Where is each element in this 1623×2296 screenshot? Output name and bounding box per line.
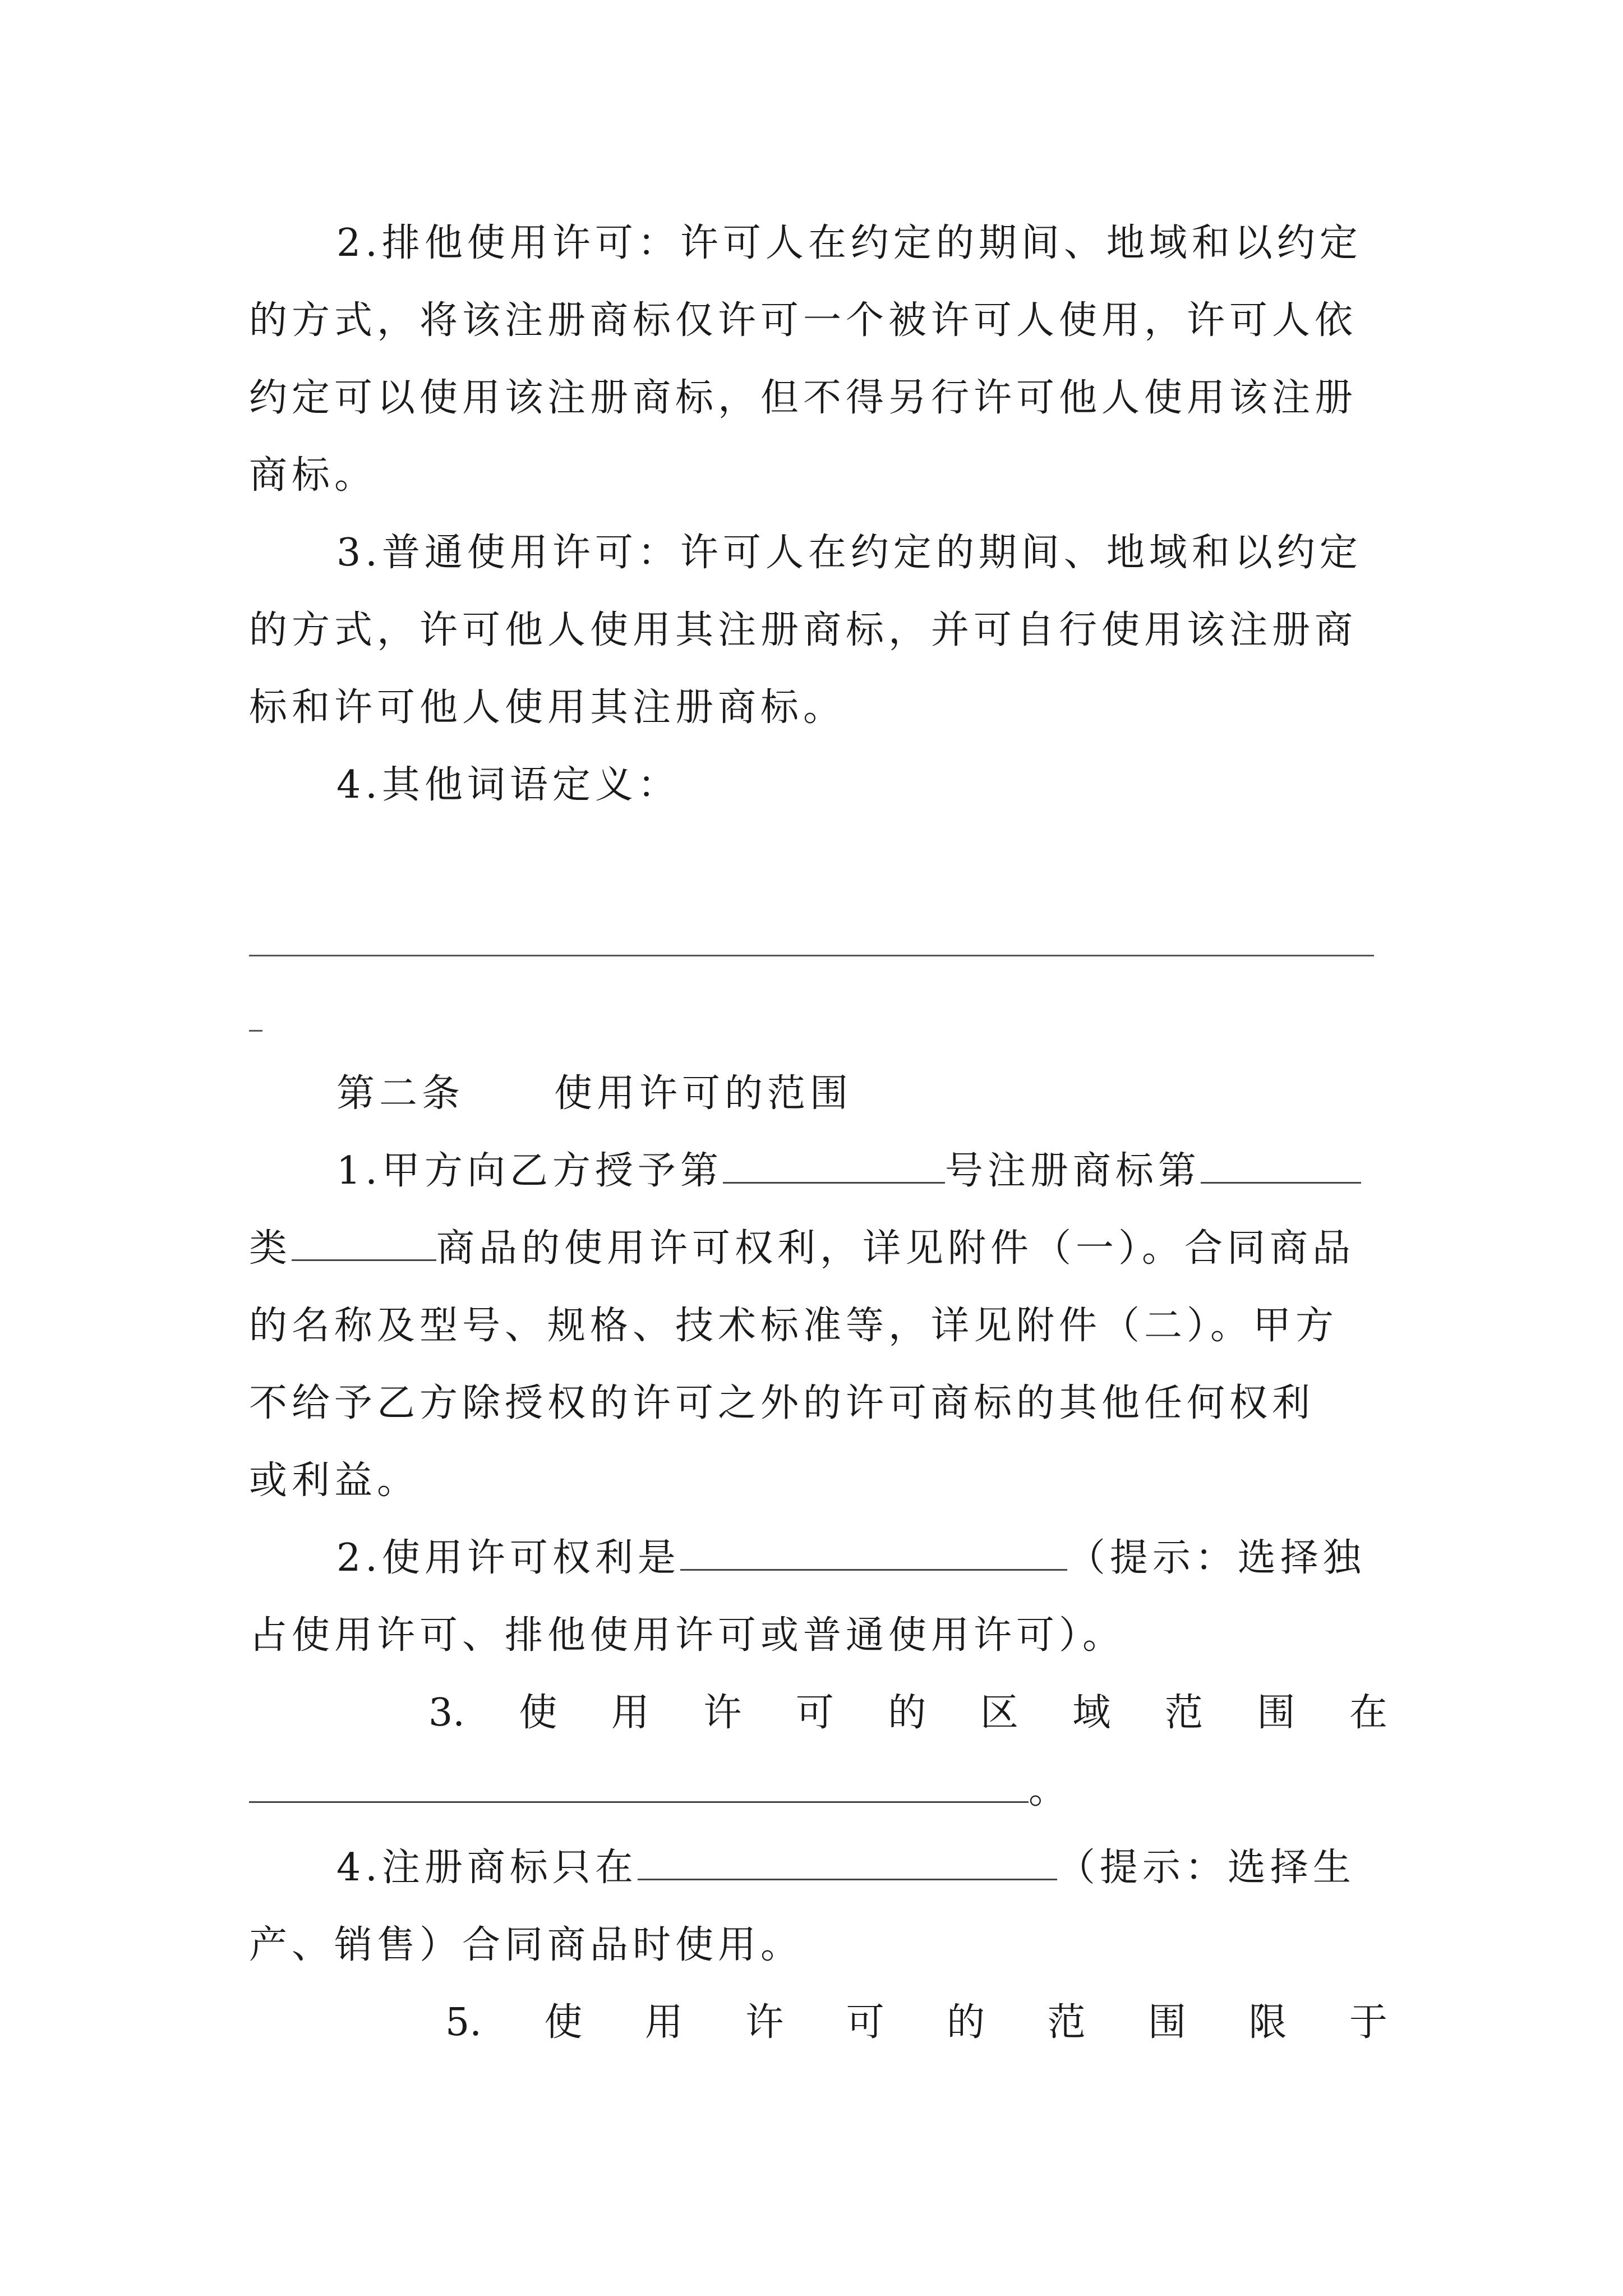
clause-1-line-4: 不给予乙方除授权的许可之外的许可商标的其他任何权利	[249, 1381, 1315, 1425]
clause-3-line-2	[249, 1763, 1387, 1819]
clause-2-line-1	[336, 1530, 1475, 1586]
definition-2-line-4: 商标。	[249, 453, 377, 498]
usage-blank[interactable]	[638, 1843, 1057, 1880]
clause-3-word: 用	[611, 1691, 649, 1735]
clause-5-word: 于	[1349, 2000, 1387, 2045]
clause-1-text-c: 类	[249, 1226, 292, 1271]
clause-2-text-a: 2.使用许可权利是	[336, 1536, 680, 1580]
clause-1-line-1	[336, 1143, 1475, 1199]
clause-3-word: 范	[1164, 1691, 1203, 1735]
clause-3-word: 许	[703, 1691, 742, 1735]
clause-3-word: 区	[980, 1691, 1018, 1735]
clause-3-word: 域	[1072, 1691, 1111, 1735]
clause-3-word: 使	[519, 1691, 557, 1735]
clause-5-word: 的	[947, 2000, 985, 2045]
clause-1-line-2	[249, 1221, 1387, 1277]
clause-4-line-1	[336, 1840, 1475, 1896]
definition-2-line-3: 约定可以使用该注册商标，但不得另行许可他人使用该注册	[249, 376, 1358, 420]
definition-2-line-1: 2.排他使用许可：许可人在约定的期间、地域和以约定	[336, 221, 1362, 265]
clause-4-text-a: 4.注册商标只在	[336, 1846, 638, 1890]
clause-3-end: 。	[1029, 1768, 1072, 1812]
definition-2-line-2: 的方式，将该注册商标仅许可一个被许可人使用，许可人依	[249, 298, 1358, 343]
clause-5-word: 5.	[445, 2000, 482, 2045]
clause-5-word: 范	[1047, 2000, 1086, 2045]
clause-3-word: 的	[888, 1691, 926, 1735]
clause-5-word: 围	[1148, 2000, 1187, 2045]
clause-4-text-b: （提示：选择生	[1057, 1846, 1355, 1890]
clause-1-text-d: 商品的使用许可权利，详见附件（一）。合同商品	[436, 1226, 1355, 1271]
clause-1-text-b: 号注册商标第	[944, 1149, 1201, 1193]
definition-4-blank-line	[249, 955, 1374, 956]
definition-3-line-1: 3.普通使用许可：许可人在约定的期间、地域和以约定	[336, 531, 1362, 575]
clause-3-word: 在	[1349, 1691, 1387, 1735]
article-2-title: 使用许可的范围	[554, 1071, 853, 1116]
clause-1-line-3: 的名称及型号、规格、技术标准等，详见附件（二）。甲方	[249, 1304, 1339, 1348]
definition-4-line-1: 4.其他词语定义：	[336, 763, 680, 807]
clause-5-word: 许	[745, 2000, 784, 2045]
clause-5-word: 用	[644, 2000, 683, 2045]
clause-5-word: 可	[846, 2000, 884, 2045]
definition-3-line-3: 标和许可他人使用其注册商标。	[249, 685, 846, 730]
clause-4-line-2: 产、销售）合同商品时使用。	[249, 1923, 804, 1967]
clause-1-line-5: 或利益。	[249, 1458, 420, 1503]
clause-1-text-a: 1.甲方向乙方授予第	[336, 1149, 723, 1193]
clause-2-line-2: 占使用许可、排他使用许可或普通使用许可）。	[249, 1613, 1126, 1658]
clause-3-line-1	[428, 1685, 1387, 1741]
clause-3-word: 围	[1257, 1691, 1295, 1735]
clause-5-word: 使	[544, 2000, 583, 2045]
region-scope-blank[interactable]	[249, 1765, 1029, 1803]
goods-blank[interactable]	[292, 1223, 436, 1261]
trademark-class-blank[interactable]	[1201, 1146, 1361, 1184]
clause-5-word: 限	[1248, 2000, 1287, 2045]
clause-5-line-1	[445, 1995, 1387, 2051]
clause-3-word: 可	[795, 1691, 834, 1735]
clause-2-text-b: （提示：选择独	[1067, 1536, 1366, 1580]
article-2-number: 第二条	[336, 1071, 465, 1116]
clause-3-word: 3.	[428, 1691, 465, 1735]
definition-4-blank-tail	[249, 1030, 262, 1032]
trademark-number-blank[interactable]	[723, 1146, 945, 1184]
article-2-heading	[336, 1066, 1475, 1122]
definition-3-line-2: 的方式，许可他人使用其注册商标，并可自行使用该注册商	[249, 608, 1358, 652]
license-type-blank[interactable]	[680, 1533, 1067, 1571]
